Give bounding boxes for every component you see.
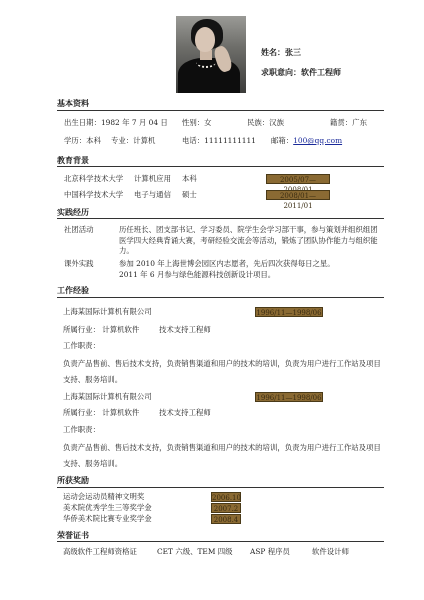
club-text: 历任班长、团支部书记、学习委员、院学生会学习部干事，参与策划并组织组团医学四大经典背诵大赛，考研经验交流会等活动，锻炼了团队协作能力与组织能力。 [119, 225, 378, 255]
outside-line-2: 2011 年 6 月参与绿色能源科技创新设计项目。 [119, 270, 276, 279]
edu-school: 北京科学技术大学 [64, 174, 124, 183]
cert-item: 软件设计师 [312, 547, 349, 556]
edu-date-badge: 2008/01—2011/01 [266, 190, 330, 200]
edu-major: 计算机应用 [134, 174, 171, 183]
work-heading: 工作经验 [57, 285, 89, 295]
award-name: 美术院优秀学生三等奖学金 [63, 503, 152, 512]
basic-heading: 基本资料 [57, 98, 89, 108]
ethnicity-field: 民族：汉族 [247, 118, 284, 127]
education-rule [57, 166, 384, 167]
edu-degree: 本科 [182, 174, 197, 183]
edu-degree: 硕士 [182, 190, 197, 199]
awards-heading: 所获奖励 [57, 475, 89, 485]
award-year-badge: 2006.10 [212, 494, 241, 502]
edu-school: 中国科学技术大学 [64, 190, 124, 199]
outside-line-1: 参加 2010 年上海世博会园区内志愿者，先后四次获得每日之星。 [119, 259, 335, 268]
job-duties: 负责产品售前、售后技术支持，负责销售渠道和用户的技术的培训，负责为用户进行工作站及项目支持、服务培训。 [63, 359, 381, 384]
job-company: 上海某国际计算机有限公司 [63, 307, 152, 316]
job-role: 技术支持工程师 [159, 325, 211, 334]
outside-label: 课外实践 [64, 259, 94, 268]
major-field: 专业：计算机 [111, 136, 156, 145]
job-role: 技术支持工程师 [159, 408, 211, 417]
email-label: 邮箱： [271, 136, 294, 145]
award-year-badge: 2008.4 [211, 514, 241, 524]
education-field: 学历：本科 [64, 136, 101, 145]
job-industry: 所属行业： 计算机软件 [63, 408, 140, 417]
practice-rule [57, 218, 384, 219]
name-text: 姓名：张三 [261, 47, 301, 57]
job-company: 上海某国际计算机有限公司 [63, 392, 152, 401]
work-rule [57, 297, 384, 298]
cert-item: CET 六级、TEM 四级 [157, 547, 233, 556]
email-link[interactable]: 100@qq.com [293, 136, 343, 145]
club-label: 社团活动 [64, 225, 94, 234]
award-name: 运动会运动员精神文明奖 [63, 492, 145, 501]
job-date-badge: 1996/11—1998/06 [256, 309, 322, 317]
education-heading: 教育背景 [57, 155, 89, 165]
edu-date-badge: 2005/07— [266, 174, 330, 184]
job-duties-label: 工作职责： [63, 341, 100, 350]
job-duties: 负责产品售前、售后技术支持，负责销售渠道和用户的技术的培训，负责为用户进行工作站及项目支持、服务培训。 [63, 443, 381, 468]
job-date-badge: 1996/11—1998/06 [256, 394, 322, 402]
practice-heading: 实践经历 [57, 207, 89, 217]
edu-major: 电子与通信 [134, 190, 171, 199]
gender-field: 性别：女 [182, 118, 212, 127]
hometown-field: 籍贯：广东 [330, 118, 367, 127]
award-name: 华侨美术院比赛专业奖学金 [63, 514, 152, 523]
certs-rule [57, 541, 384, 542]
basic-rule [57, 110, 384, 111]
email-field [271, 136, 342, 146]
phone-field: 电话：11111111111 [182, 136, 256, 145]
birth-field: 出生日期：1982 年 7 月 04 日 [64, 118, 168, 127]
cert-item: ASP 程序员 [250, 547, 290, 556]
awards-rule [57, 487, 384, 488]
objective-text: 求职意向：软件工程师 [261, 67, 341, 77]
job-industry: 所属行业： 计算机软件 [63, 325, 140, 334]
award-year-badge: 2007.2 [211, 503, 241, 513]
job-duties-label: 工作职责： [63, 425, 100, 434]
profile-photo [176, 16, 246, 93]
cert-item: 高级软件工程师资格证 [63, 547, 137, 556]
certs-heading: 荣誉证书 [57, 530, 89, 540]
